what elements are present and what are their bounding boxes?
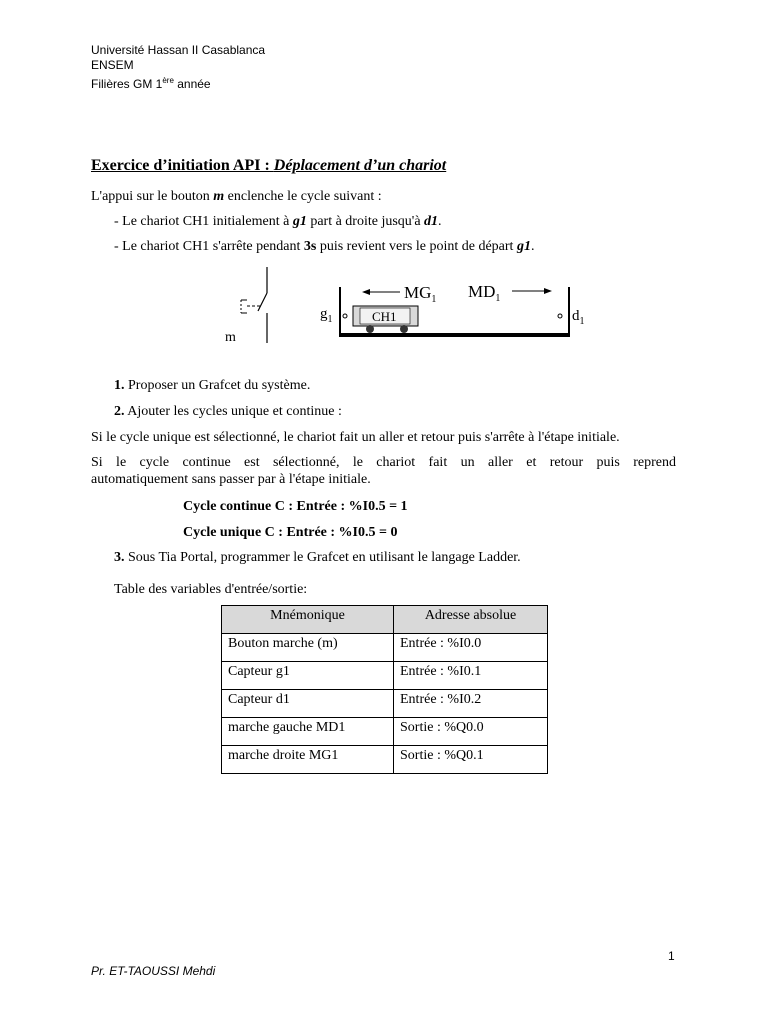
arrow-md1 xyxy=(512,288,552,294)
paragraph-cycle-continue-line2: automatiquement sans passer par à l'étape initiale. xyxy=(91,472,371,487)
table-header-row xyxy=(222,606,548,634)
table-cell: Capteur g1 xyxy=(222,662,394,690)
paragraph-cycle-unique: Si le cycle unique est sélectionné, le chariot fait un aller et retour puis s'arrête à l'étape initiale. xyxy=(91,430,620,445)
table-cell: marche droite MG1 xyxy=(222,746,394,774)
table-cell: Bouton marche (m) xyxy=(222,634,394,662)
table-header-cell: Mnémonique xyxy=(222,606,394,634)
program-line: Filières GM 1ère année xyxy=(91,76,211,91)
table-caption: Table des variables d'entrée/sortie: xyxy=(114,582,308,597)
paragraph-cycle-continue-line1: Si le cycle continue est sélectionné, le chariot fait un aller et retour puis reprend xyxy=(91,455,676,470)
io-variables-table xyxy=(221,605,548,774)
bullet-1: - Le chariot CH1 initialement à g1 part à droite jusqu'à d1. xyxy=(114,214,442,229)
table-cell: Entrée : %I0.1 xyxy=(394,662,548,690)
document-header xyxy=(91,43,265,92)
table-row xyxy=(222,634,548,662)
table-row xyxy=(222,662,548,690)
table-header-cell: Adresse absolue xyxy=(394,606,548,634)
school-name: ENSEM xyxy=(91,58,134,72)
bullet-2: - Le chariot CH1 s'arrête pendant 3s puis revient vers le point de départ g1. xyxy=(114,239,535,254)
table-cell: Sortie : %Q0.0 xyxy=(394,718,548,746)
exercise-title: Exercice d’initiation API : Déplacement d’un chariot xyxy=(91,157,447,174)
table-cell: Sortie : %Q0.1 xyxy=(394,746,548,774)
cycle-continue-definition: Cycle continue C : Entrée : %I0.5 = 1 xyxy=(183,499,408,514)
intro-paragraph: L'appui sur le bouton m enclenche le cycle suivant : xyxy=(91,189,382,204)
table-row xyxy=(222,690,548,718)
arrow-mg1 xyxy=(362,289,400,295)
author-footer: Pr. ET-TAOUSSI Mehdi xyxy=(91,964,216,978)
cart-diagram xyxy=(220,265,590,350)
cart-label: CH1 xyxy=(372,309,397,324)
question-2: 2. Ajouter les cycles unique et continue : xyxy=(114,404,342,419)
question-1: 1. Proposer un Grafcet du système. xyxy=(114,378,311,393)
sensor-d1-icon xyxy=(558,314,562,318)
motor-mg1-label: $MG_1$ xyxy=(404,283,437,305)
table-cell: marche gauche MD1 xyxy=(222,718,394,746)
university-name: Université Hassan II Casablanca xyxy=(91,43,266,57)
cycle-unique-definition: Cycle unique C : Entrée : %I0.5 = 0 xyxy=(183,525,398,540)
track-floor xyxy=(340,333,569,337)
sensor-g1-label: $g_1$ xyxy=(320,306,333,325)
table-row xyxy=(222,718,548,746)
table-cell: Entrée : %I0.0 xyxy=(394,634,548,662)
sensor-d1-label: $d_1$ xyxy=(572,308,585,327)
motor-md1-label: $MD_1$ xyxy=(468,282,501,304)
switch-label: m xyxy=(225,330,236,345)
table-row xyxy=(222,746,548,774)
page-number: 1 xyxy=(668,949,675,963)
sensor-g1-icon xyxy=(343,314,347,318)
table-cell: Capteur d1 xyxy=(222,690,394,718)
question-3: 3. Sous Tia Portal, programmer le Grafcet en utilisant le langage Ladder. xyxy=(114,550,521,565)
cart-ch1 xyxy=(353,306,418,333)
push-button-symbol xyxy=(241,267,267,343)
table-cell: Entrée : %I0.2 xyxy=(394,690,548,718)
